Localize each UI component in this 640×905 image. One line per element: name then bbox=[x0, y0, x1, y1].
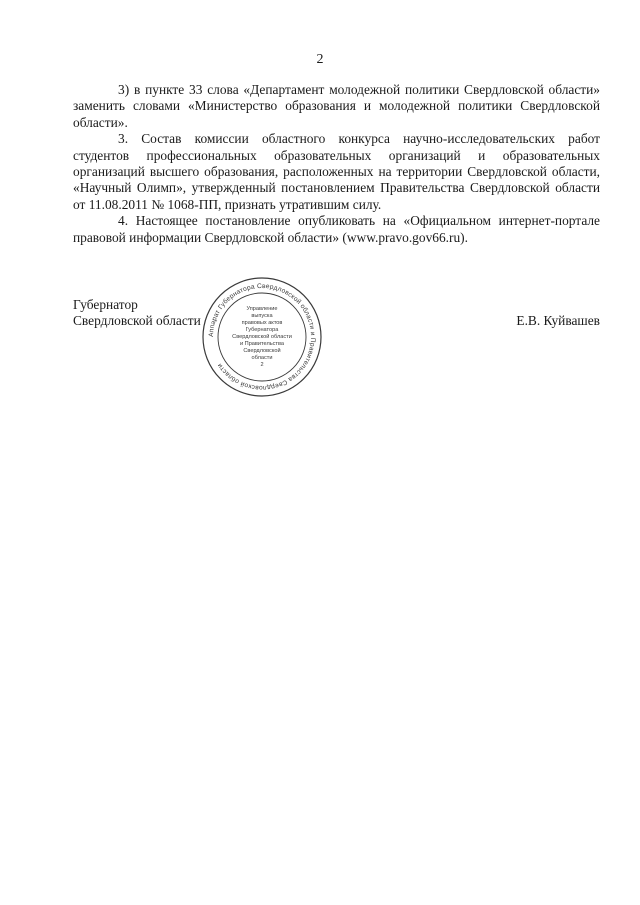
stamp-line: области bbox=[251, 355, 273, 361]
stamp-line: Губернатора bbox=[245, 327, 279, 333]
document-body bbox=[73, 82, 600, 246]
signature-position-line2: Свердловской области bbox=[73, 313, 201, 329]
stamp-line: и Правительства bbox=[240, 341, 284, 347]
signature-position bbox=[73, 297, 201, 330]
stamp-line: Управление bbox=[246, 306, 278, 312]
paragraph-4: 4. Настоящее постановление опубликовать на «Официальном интернет-портале правовой информации Свердловской области» (www.pravo.gov66.ru). bbox=[73, 213, 600, 245]
paragraph-3: 3. Состав комиссии областного конкурса научно-исследовательских работ студентов профессиональных образовательных организаций и образовательных организаций высшего образования, расположенных на территории Свердловской области, «Научный Олимп», утвержденный постановлением Правительства Свердловской области от 11.08.2011 № 1068-ПП, признать утратившим силу. bbox=[73, 131, 600, 212]
official-stamp bbox=[201, 276, 323, 398]
stamp-line: Свердловской области bbox=[232, 334, 292, 340]
stamp-line: выпуска bbox=[251, 313, 273, 319]
stamp-ring-textpath: Аппарат Губернатора Свердловской области и Правительства Свердловской области bbox=[207, 282, 317, 392]
signature-name: Е.В. Куйвашев bbox=[516, 313, 600, 328]
stamp-line: Свердловской bbox=[243, 348, 281, 354]
paragraph-item-3-sub: 3) в пункте 33 слова «Департамент молодежной политики Свердловской области» заменить словами «Министерство образования и молодежной политики Свердловской области». bbox=[73, 82, 600, 130]
stamp-center-text bbox=[232, 306, 292, 368]
signature-position-line1: Губернатор bbox=[73, 297, 138, 312]
page-number: 2 bbox=[316, 52, 324, 67]
stamp-line: 2 bbox=[260, 362, 264, 368]
stamp-line: правовых актов bbox=[241, 320, 283, 326]
